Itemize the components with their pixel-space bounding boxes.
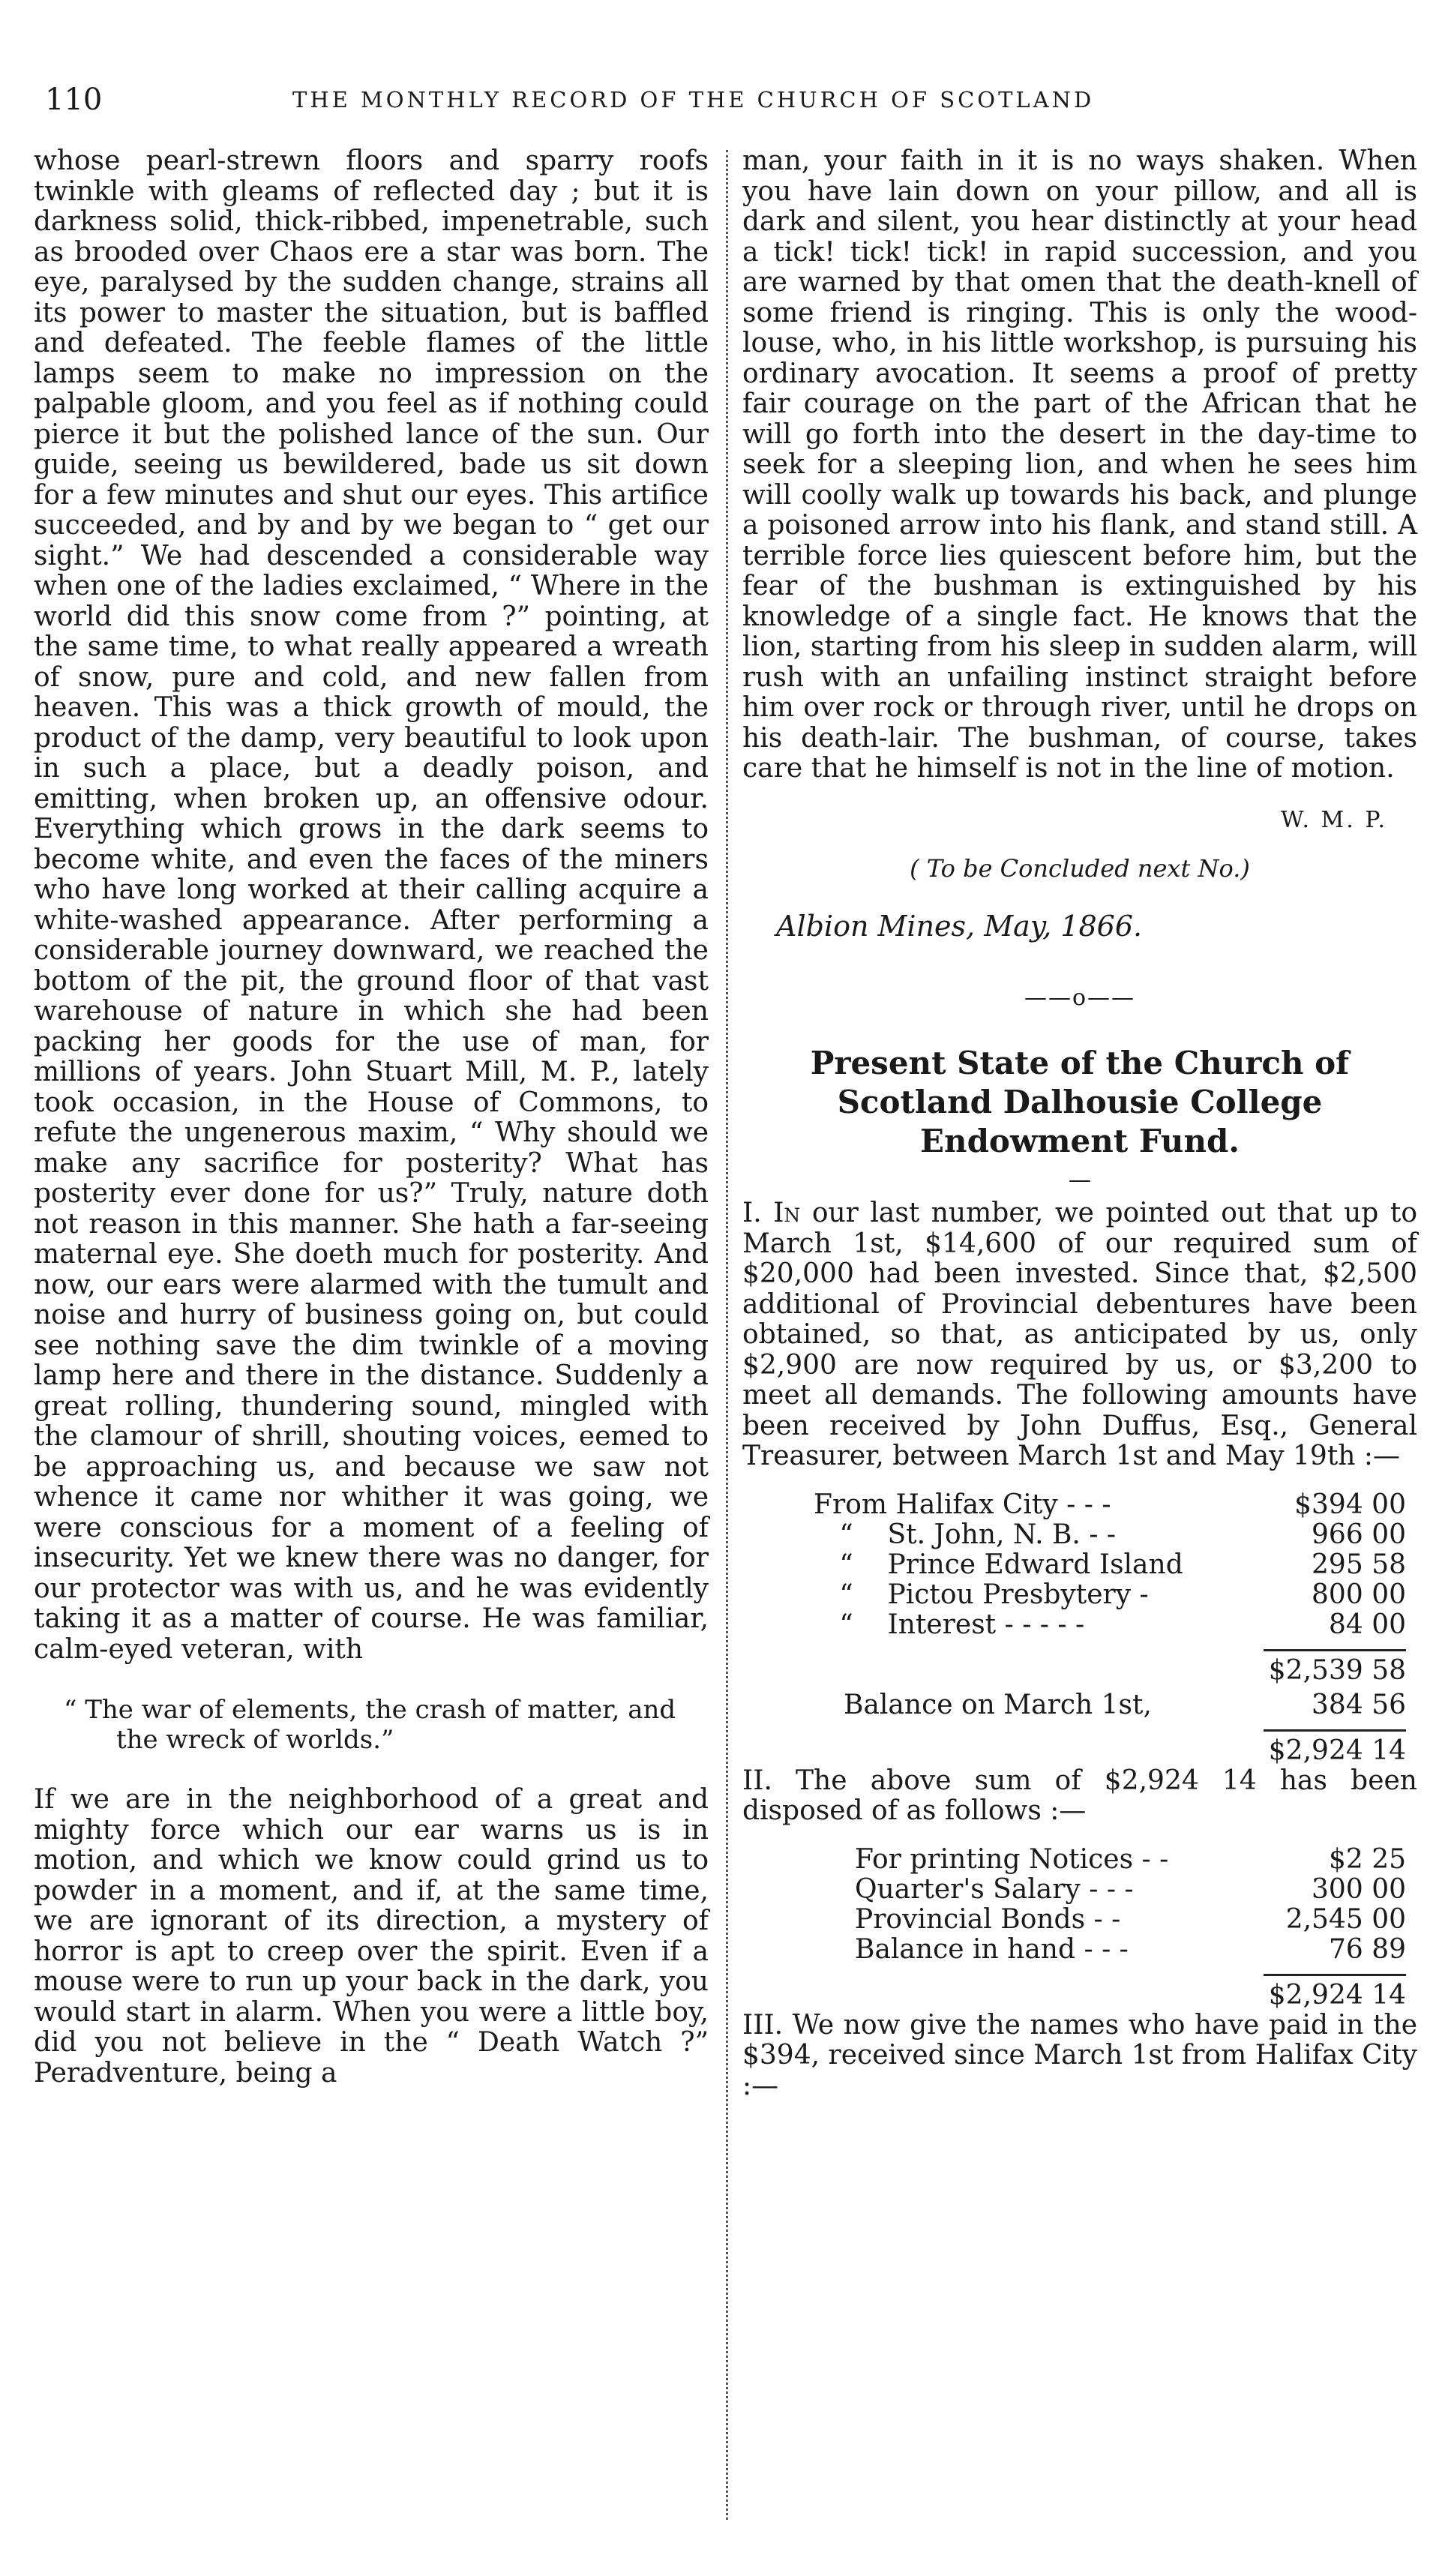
continuation-note: ( To be Concluded next No.) [910,854,1250,883]
receipt-row [814,1610,1406,1640]
section-3-paragraph: III. We now give the names who have paid in the $394, received since March 1st from Halifax City :— [742,2009,1417,2101]
running-title: THE MONTHLY RECORD OF THE CHURCH OF SCOTLAND [292,87,1095,112]
receipt-row [814,1490,1406,1520]
receipt-amount: 295 58 [1312,1549,1406,1580]
left-column [34,146,709,2089]
receipt-amount: 966 00 [1312,1519,1406,1550]
receipt-amount: 84 00 [1328,1609,1406,1640]
receipt-row [814,1580,1406,1610]
receipts-total: $2,924 14 [1268,1735,1406,1766]
sum-rule [1264,1649,1406,1651]
receipt-label: “ Pictou Presbytery - [814,1579,1149,1610]
receipt-label: “ Interest - - - - - [814,1609,1085,1640]
disbursement-amount: 300 00 [1312,1873,1406,1905]
sum-rule [1264,1974,1406,1976]
balance-label: Balance on March 1st, [844,1689,1152,1720]
section-1-paragraph [742,1198,1417,1472]
heading-dash: — [1069,1166,1091,1193]
disbursement-label: Quarter's Salary - - - [855,1873,1134,1905]
disbursement-label: For printing Notices - - [855,1843,1169,1875]
left-paragraph-1: whose pearl-strewn floors and sparry roofs twinkle with gleams of reflected day ; but it is darkness solid, thick-ribbed, impenetrable, such as brooded over Chaos ere a star was born. The eye, paralysed by the sudden change, strains all its power to master the situation, but is baffled and defeated. The feeble flames of the little lamps seem to make no impression on the palpable gloom, and you feel as if nothing could pierce it but the polished lance of the sun. Our guide, seeing us bewildered, bade us sit down for a few minutes and shut our eyes. This artifice succeeded, and by and by we began to “ get our sight.” We had descended a considerable way when one of the ladies exclaimed, “ Where in the world did this snow come from ?” pointing, at the same time, to what really appeared a wreath of snow, pure and cold, and new fallen from heaven. This was a thick growth of mould, the product of the damp, very beautiful to look upon in such a place, but a deadly poison, and emitting, when broken up, an offensive odour. Everything which grows in the dark seems to become white, and even the faces of the miners who have long worked at their calling acquire a white-washed appearance. After performing a considerable journey downward, we reached the bottom of the pit, the ground floor of that vast warehouse of nature in which she had been packing her goods for the use of man, for millions of years. John Stuart Mill, M. P., lately took occasion, in the House of Commons, to refute the ungenerous maxim, “ Why should we make any sacrifice for posterity? What has posterity ever done for us?” Truly, nature doth not reason in this manner. She hath a far-seeing maternal eye. She doeth much for posterity. And now, our ears were alarmed with the tumult and noise and hurry of business going on, but could see nothing save the dim twinkle of a moving lamp here and there in the distance. Suddenly a great rolling, thundering sound, mingled with the clamour of shrill, shouting voices, eemed to be approaching us, and because we saw not whence it came nor whither it was going, we were conscious for a moment of a feeling of insecurity. Yet we knew there was no danger, for our protector was with us, and he was evidently taking it as a matter of course. He was familiar, calm-eyed veteran, with [34,145,709,1665]
disbursement-row [855,1905,1406,1935]
receipts-table [814,1490,1406,1766]
receipt-amount: 800 00 [1312,1579,1406,1610]
sum-rule [1264,1729,1406,1732]
receipt-label: “ St. John, N. B. - - [814,1519,1117,1550]
receipt-label: From Halifax City - - - [814,1489,1111,1520]
author-signature: W. M. P. [1280,806,1387,833]
right-column [742,146,1417,2101]
disbursement-label: Balance in hand - - - [855,1933,1129,1965]
receipt-amount: $394 00 [1294,1489,1406,1520]
receipt-row [814,1520,1406,1550]
section-1-number: I. [742,1198,762,1228]
section-1-text: our last number, we pointed out that up to March 1st, $14,600 of our required sum of $20,000 had been invested. Since that, $2,500 additional of Provincial debentures have been obtained, so that, as anticipated by us, only $2,900 are now required by us, or $3,200 to meet all demands. The following amounts have been received by John Duffus, Esq., General Treasurer, between March 1st and May 19th :— [742,1198,1417,1471]
receipt-label: “ Prince Edward Island [814,1549,1183,1580]
page-header [45,82,1170,127]
disbursement-row [855,1875,1406,1905]
section-1-lead: In [773,1198,801,1228]
disbursement-label: Provincial Bonds - - [855,1903,1121,1935]
column-divider [726,150,728,2520]
quote-line-2: the wreck of worlds.” [116,1725,394,1755]
disbursement-amount: 76 89 [1328,1933,1406,1965]
right-paragraph-1: man, your faith in it is no ways shaken. When you have lain down on your pillow, and all is dark and silent, you hear distinctly at your head a tick! tick! tick! in rapid succession, and you are warned by that omen that the death-knell of some friend is ringing. This is only the wood-louse, who, in his little workshop, is pursuing his ordinary avocation. It seems a proof of pretty fair courage on the part of the African that he will go forth into the desert in the day-time to seek for a sleeping lion, and when he sees him will coolly walk up towards his back, and plunge a poisoned arrow into his flank, and stand still. A terrible force lies quiescent before him, but the fear of the bushman is extinguished by his knowledge of a single fact. He knows that the lion, starting from his sleep in sudden alarm, will rush with an unfailing instinct straight before him over rock or through river, until he drops on his death-lair. The bushman, of course, takes care that he himself is not in the line of motion. [742,145,1417,784]
dateline: Albion Mines, May, 1866. [776,909,1143,943]
disbursement-row [855,1935,1406,1965]
disbursements-table [855,1845,1406,2011]
disbursement-amount: 2,545 00 [1285,1903,1406,1935]
poetry-quote [64,1695,709,1755]
section-divider: ——o—— [1024,985,1136,1011]
receipts-subtotal: $2,539 58 [1268,1654,1406,1686]
balance-row [814,1690,1406,1720]
disbursement-amount: $2 25 [1328,1843,1406,1875]
balance-amount: 384 56 [1312,1689,1406,1720]
quote-line-1: “ The war of elements, the crash of matter, and [64,1695,676,1725]
receipt-row [814,1550,1406,1580]
disbursement-row [855,1845,1406,1875]
page-number: 110 [45,82,103,117]
article-heading: Present State of the Church of Scotland Dalhousie College Endowment Fund. [810,1044,1350,1159]
left-paragraph-2: If we are in the neighborhood of a great and mighty force which our ear warns us is in motion, and which we know could grind us to powder in a moment, and if, at the same time, we are ignorant of its direction, a mystery of horror is apt to creep over the spirit. Even if a mouse were to run up your back in the dark, you would start in alarm. When you were a little boy, did you not believe in the “ Death Watch ?” Peradventure, being a [34,1784,709,2089]
section-2-paragraph: II. The above sum of $2,924 14 has been disposed of as follows :— [742,1765,1417,1826]
disbursements-total: $2,924 14 [1268,1979,1406,2011]
